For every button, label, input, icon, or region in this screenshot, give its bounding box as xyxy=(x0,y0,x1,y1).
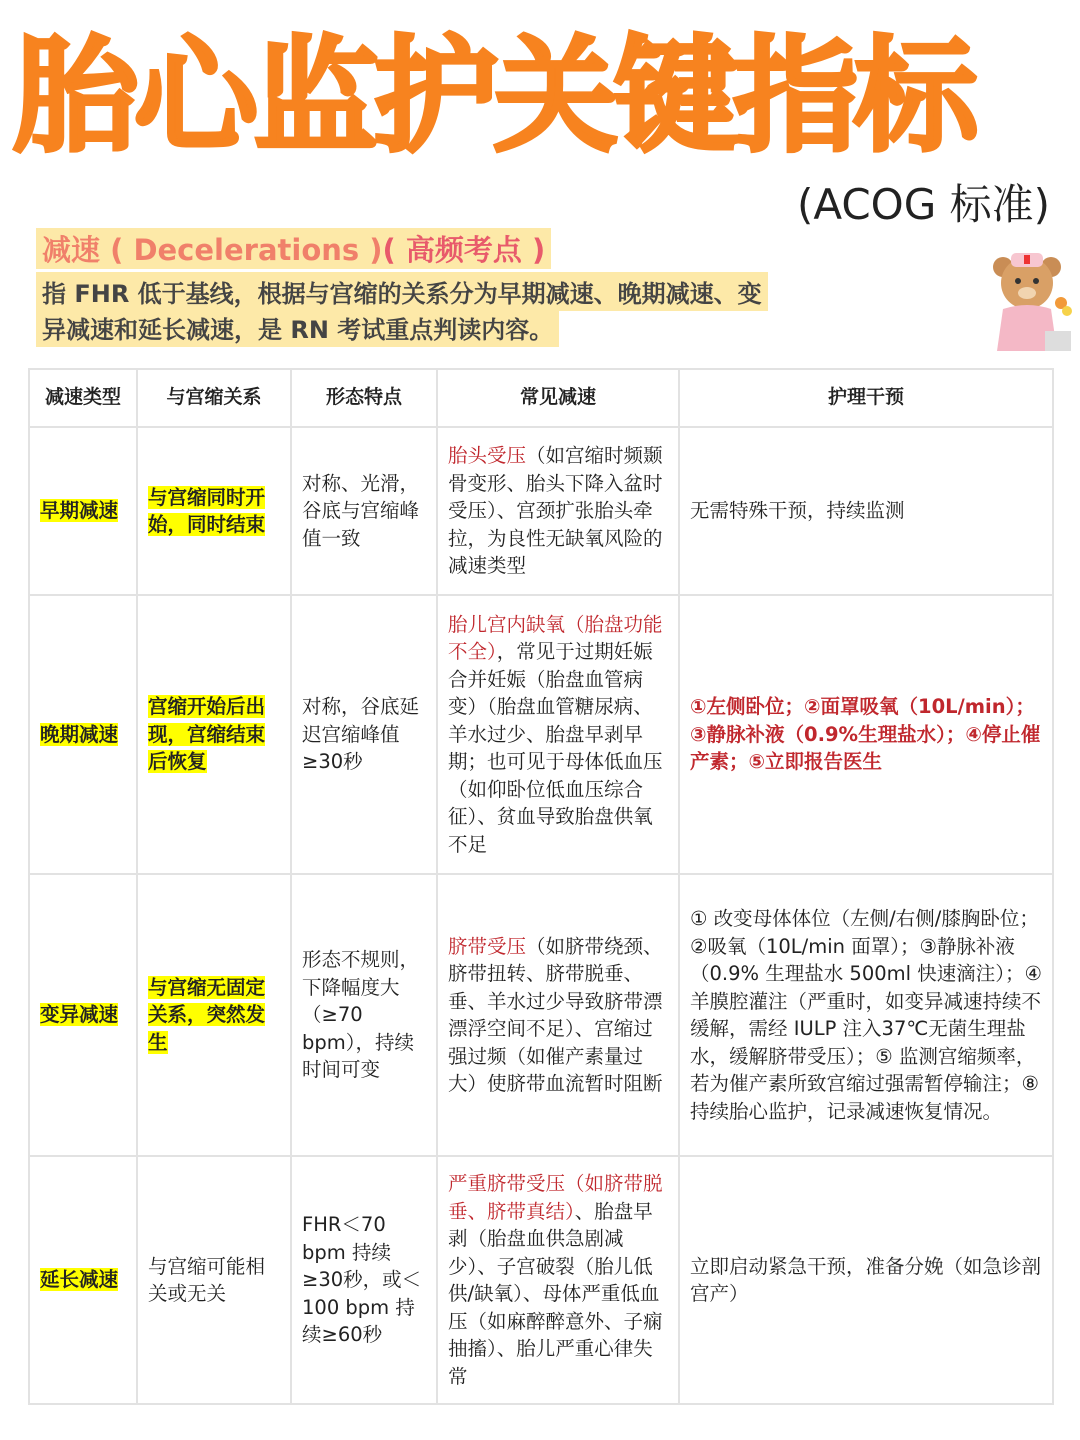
column-header: 形态特点 xyxy=(291,369,437,427)
cause-detail: 、胎盘早剥（胎盘血供急剧减少）、子宫破裂（胎儿低供/缺氧）、母体严重低血压（如麻醉醉意外、子痫抽搐）、胎儿严重心律失常 xyxy=(448,1199,663,1388)
cause-detail: ，常见于过期妊娠合并妊娠（胎盘血管病变）（胎盘血管糖尿病、羊水过少、胎盘早剥早期；也可见于母体低血压（如仰卧位低血压综合征）、贫血导致胎盘供氧不足 xyxy=(448,640,663,856)
nursing-intervention: ① 改变母体体位（左侧/右侧/膝胸卧位；②吸氧（10L/min 面罩）；③静脉补液（0.9% 生理盐水 500ml 快速滴注）；④ 羊膜腔灌注（严重时，如变异减速持续不缓解，需经 IULP 注入37℃无菌生理盐水，缓解脐带受压）；⑤ 监测宫缩频率，若为催产素所致宫缩过强需暂停输注；⑧ 持续胎心监护，记录减速恢复情况。 xyxy=(679,874,1053,1156)
shape-features: 形态不规则，下降幅度大（≥70 bpm），持续时间可变 xyxy=(291,874,437,1156)
contraction-relation: 与宫缩可能相关或无关 xyxy=(137,1156,291,1404)
common-causes xyxy=(437,874,679,1156)
contraction-relation: 宫缩开始后出现，宫缩结束后恢复 xyxy=(148,695,266,774)
shape-features: 对称，谷底延迟宫缩峰值≥30秒 xyxy=(291,595,437,874)
section-tag: ( 高频考点 ) xyxy=(382,233,546,267)
cause-detail: （如宫缩时频颞骨变形、胎头下降入盆时受压）、宫颈扩张胎头牵拉，为良性无缺氧风险的减速类型 xyxy=(448,444,663,578)
column-header: 与宫缩关系 xyxy=(137,369,291,427)
column-header: 护理干预 xyxy=(679,369,1053,427)
nurse-bear-illustration xyxy=(985,245,1075,355)
common-causes xyxy=(437,1156,679,1404)
decelerations-table xyxy=(28,368,1054,1405)
table-row xyxy=(29,874,1053,1156)
deceleration-type: 变异减速 xyxy=(40,1003,119,1027)
section-label: 减速 ( Decelerations ) xyxy=(42,233,383,267)
nursing-intervention: ①左侧卧位；②面罩吸氧（10L/min）；③静脉补液（0.9%生理盐水）；④停止催产素；⑤立即报告医生 xyxy=(679,595,1053,874)
deceleration-type: 晚期减速 xyxy=(40,722,119,746)
cause-highlight: 胎头受压 xyxy=(448,444,527,468)
column-header: 常见减速 xyxy=(437,369,679,427)
page-subtitle: (ACOG 标准) xyxy=(796,180,1050,229)
cause-highlight: 胎儿宫内缺氧（胎盘功能不全） xyxy=(448,612,663,664)
column-header: 减速类型 xyxy=(29,369,137,427)
contraction-relation: 与宫缩同时开始，同时结束 xyxy=(148,485,266,536)
table-row xyxy=(29,427,1053,595)
deceleration-type: 早期减速 xyxy=(40,499,119,523)
description-line: 指 FHR 低于基线，根据与宫缩的关系分为早期减速、晚期减速、变 xyxy=(36,272,768,311)
common-causes xyxy=(437,427,679,595)
table-header-row xyxy=(29,369,1053,427)
shape-features: FHR＜70 bpm 持续≥30秒，或＜100 bpm 持续≥60秒 xyxy=(291,1156,437,1404)
contraction-relation: 与宫缩无固定关系，突然发生 xyxy=(148,975,266,1054)
common-causes xyxy=(437,595,679,874)
nursing-intervention: 无需特殊干预，持续监测 xyxy=(679,427,1053,595)
cause-detail: （如脐带绕颈、脐带扭转、脐带脱垂、垂、羊水过少导致脐带漂漂浮空间不足）、宫缩过强过频（如催产素量过大）使脐带血流暂时阻断 xyxy=(448,934,663,1095)
section-heading xyxy=(36,228,551,269)
cause-highlight: 严重脐带受压（如脐带脱垂、脐带真结） xyxy=(448,1172,663,1223)
deceleration-type: 延长减速 xyxy=(40,1268,119,1292)
cause-highlight: 脐带受压 xyxy=(448,934,527,958)
table-row xyxy=(29,1156,1053,1404)
nursing-intervention: 立即启动紧急干预，准备分娩（如急诊剖宫产） xyxy=(679,1156,1053,1404)
description-line: 异减速和延长减速，是 RN 考试重点判读内容。 xyxy=(36,308,559,347)
shape-features: 对称、光滑，谷底与宫缩峰值一致 xyxy=(291,427,437,595)
table-row xyxy=(29,595,1053,874)
page-title: 胎心监护关键指标 xyxy=(14,25,975,169)
